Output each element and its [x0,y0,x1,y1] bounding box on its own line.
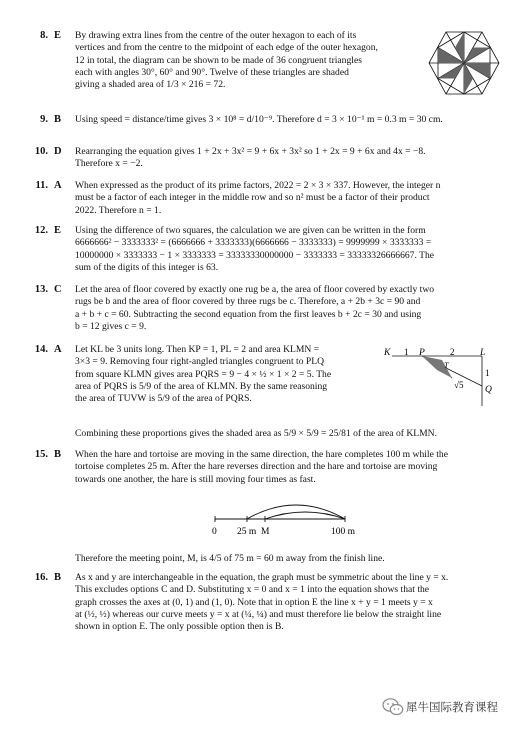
text-line: 12 in total, the diagram can be shown to be made of 36 congruent triangles [75,54,362,66]
question-number: 11. [35,180,48,191]
text-line: 10000000 × 3333333 − 1 × 3333333 = 33333330000000 − 3333333 = 33333326666667. The [75,249,435,261]
text-line: Therefore x = −2. [75,158,143,170]
label-K: K [384,348,391,358]
number-line-diagram [205,501,365,539]
text-line: Let KL be 3 units long. Then KP = 1, PL = 2 and area KLMN = [75,344,320,355]
question-number: 15. [34,449,48,460]
text-line: towards one another, the hare is still moving four times as fast. [75,473,316,485]
label-1-side: 1 [485,368,490,378]
solution-text [75,114,495,126]
question-number: 14. [34,344,48,355]
answer-letter: A [54,180,62,191]
text-line: Let the area of floor covered by exactly one rug be a, the area of floor covered by exactly two [75,284,435,295]
label-2: 2 [450,347,455,357]
text-line: When the hare and tortoise are moving in the same direction, the hare completes 100 m while the [75,449,448,460]
question-number: 13. [34,284,48,295]
label-0: 0 [212,527,217,537]
label-T: T [444,361,449,370]
solution-text [75,284,495,333]
solution-text [75,180,495,217]
text-line: each with angles 30°, 60° and 90°. Twelve of these triangles are shaded [75,66,349,78]
label-100m: 100 m [331,527,356,537]
text-line: from square KLMN gives area PQRS = 9 − 4 × ½ × 1 × 2 = 5. The [75,368,332,380]
solution-text [75,449,495,486]
answer-letter: B [54,114,62,125]
text-line: tortoise completes 25 m. After the hare reverses direction and the hare and tortoise are moving [75,461,438,473]
question-number: 8. [40,30,48,41]
answer-letter: A [54,344,62,355]
question-number: 16. [34,572,48,583]
text-line: sum of the digits of this integer is 63. [75,261,219,273]
text-line: a + b + c = 60. Subtracting the second equation from the first leaves b + 2c = 30 and using [75,308,422,320]
text-line: When expressed as the product of its prime factors, 2022 = 2 × 3 × 337. However, the integer n [75,180,441,191]
text-line: Using the difference of two squares, the calculation we are given can be written in the form [75,225,426,236]
watermark [380,696,520,718]
text-line: the area of TUVW is 5/9 of the area of PQRS. [75,393,252,405]
text-line: rugs be b and the area of floor covered by three rugs be c. Therefore, a + 2b + 3c = 90 and [75,296,421,308]
question-number: 12. [34,225,48,236]
text-line: Combining these proportions gives the shaded area as 5/9 × 5/9 = 25/81 of the area of KLMN. [75,428,437,439]
answer-letter: B [54,572,62,583]
solution-text [75,344,380,405]
label-25m: 25 m [237,527,257,537]
solution-text-extra [75,428,495,440]
text-line: area of PQRS is 5/9 of the area of KLMN. By the same reasoning [75,380,328,392]
label-L: L [480,348,486,358]
text-line: 6666666² − 3333333² = (6666666 + 3333333)(6666666 − 3333333) = 9999999 × 3333333 = [75,237,432,249]
square-diagram [382,346,497,408]
answer-letter: C [54,284,62,295]
text-line: Rearranging the equation gives 1 + 2x + 3x² = 9 + 6x + 3x² so 1 + 2x = 9 + 6x and 4x = −8. [75,146,426,157]
solution-text-extra [75,553,495,565]
text-line: Therefore the meeting point, M, is 4/5 of 75 m = 60 m away from the finish line. [75,553,385,564]
watermark-text: 犀牛国际教育课程 [406,700,498,714]
text-line: must be a factor of each integer in the middle row and so n² must be a factor of their product [75,192,430,204]
answer-letter: E [54,30,62,41]
solution-text [75,225,495,274]
label-1: 1 [404,347,409,357]
solution-text [75,30,405,91]
label-Q: Q [485,385,492,395]
solution-text [75,572,495,633]
text-line: By drawing extra lines from the centre of the outer hexagon to each of its [75,30,357,41]
question-number: 9. [40,114,48,125]
text-line: vertices and from the centre to the midpoint of each edge of the outer hexagon, [75,42,378,54]
text-line: 3×3 = 9. Removing four right-angled triangles congruent to PLQ [75,356,325,368]
label-M: M [261,527,270,537]
answer-letter: E [54,225,62,236]
label-P: P [419,348,425,358]
text-line: shown in option E. The only possible option then is B. [75,621,284,633]
hexagon-diagram [428,30,500,96]
solution-text [75,146,495,171]
question-number: 10. [34,146,48,157]
text-line: Using speed = distance/time gives 3 × 10⁸ = d/10⁻⁹. Therefore d = 3 × 10⁻¹ m = 0.3 m = 30 cm. [75,114,443,125]
wechat-logo-icon [382,697,404,717]
answer-letter: B [54,449,62,460]
text-line: This excludes options C and D. Substituting x = 0 and x = 1 into the equation shows that the [75,584,430,596]
text-line: As x and y are interchangeable in the equation, the graph must be symmetric about the line y = x. [75,572,449,583]
answer-letter: D [54,146,62,157]
text-line: at (½, ½) whereas our curve meets y = x at (¼, ¼) and must therefore lie below the straight line [75,608,442,620]
label-sqrt5: √5 [454,380,464,390]
text-line: 2022. Therefore n = 1. [75,204,162,216]
text-line: b = 12 gives c = 9. [75,320,147,332]
text-line: graph crosses the axes at (0, 1) and (1, 0). Note that in option E the line x + y = 1 meets y = x [75,596,433,608]
text-line: giving a shaded area of 1/3 × 216 = 72. [75,79,226,91]
